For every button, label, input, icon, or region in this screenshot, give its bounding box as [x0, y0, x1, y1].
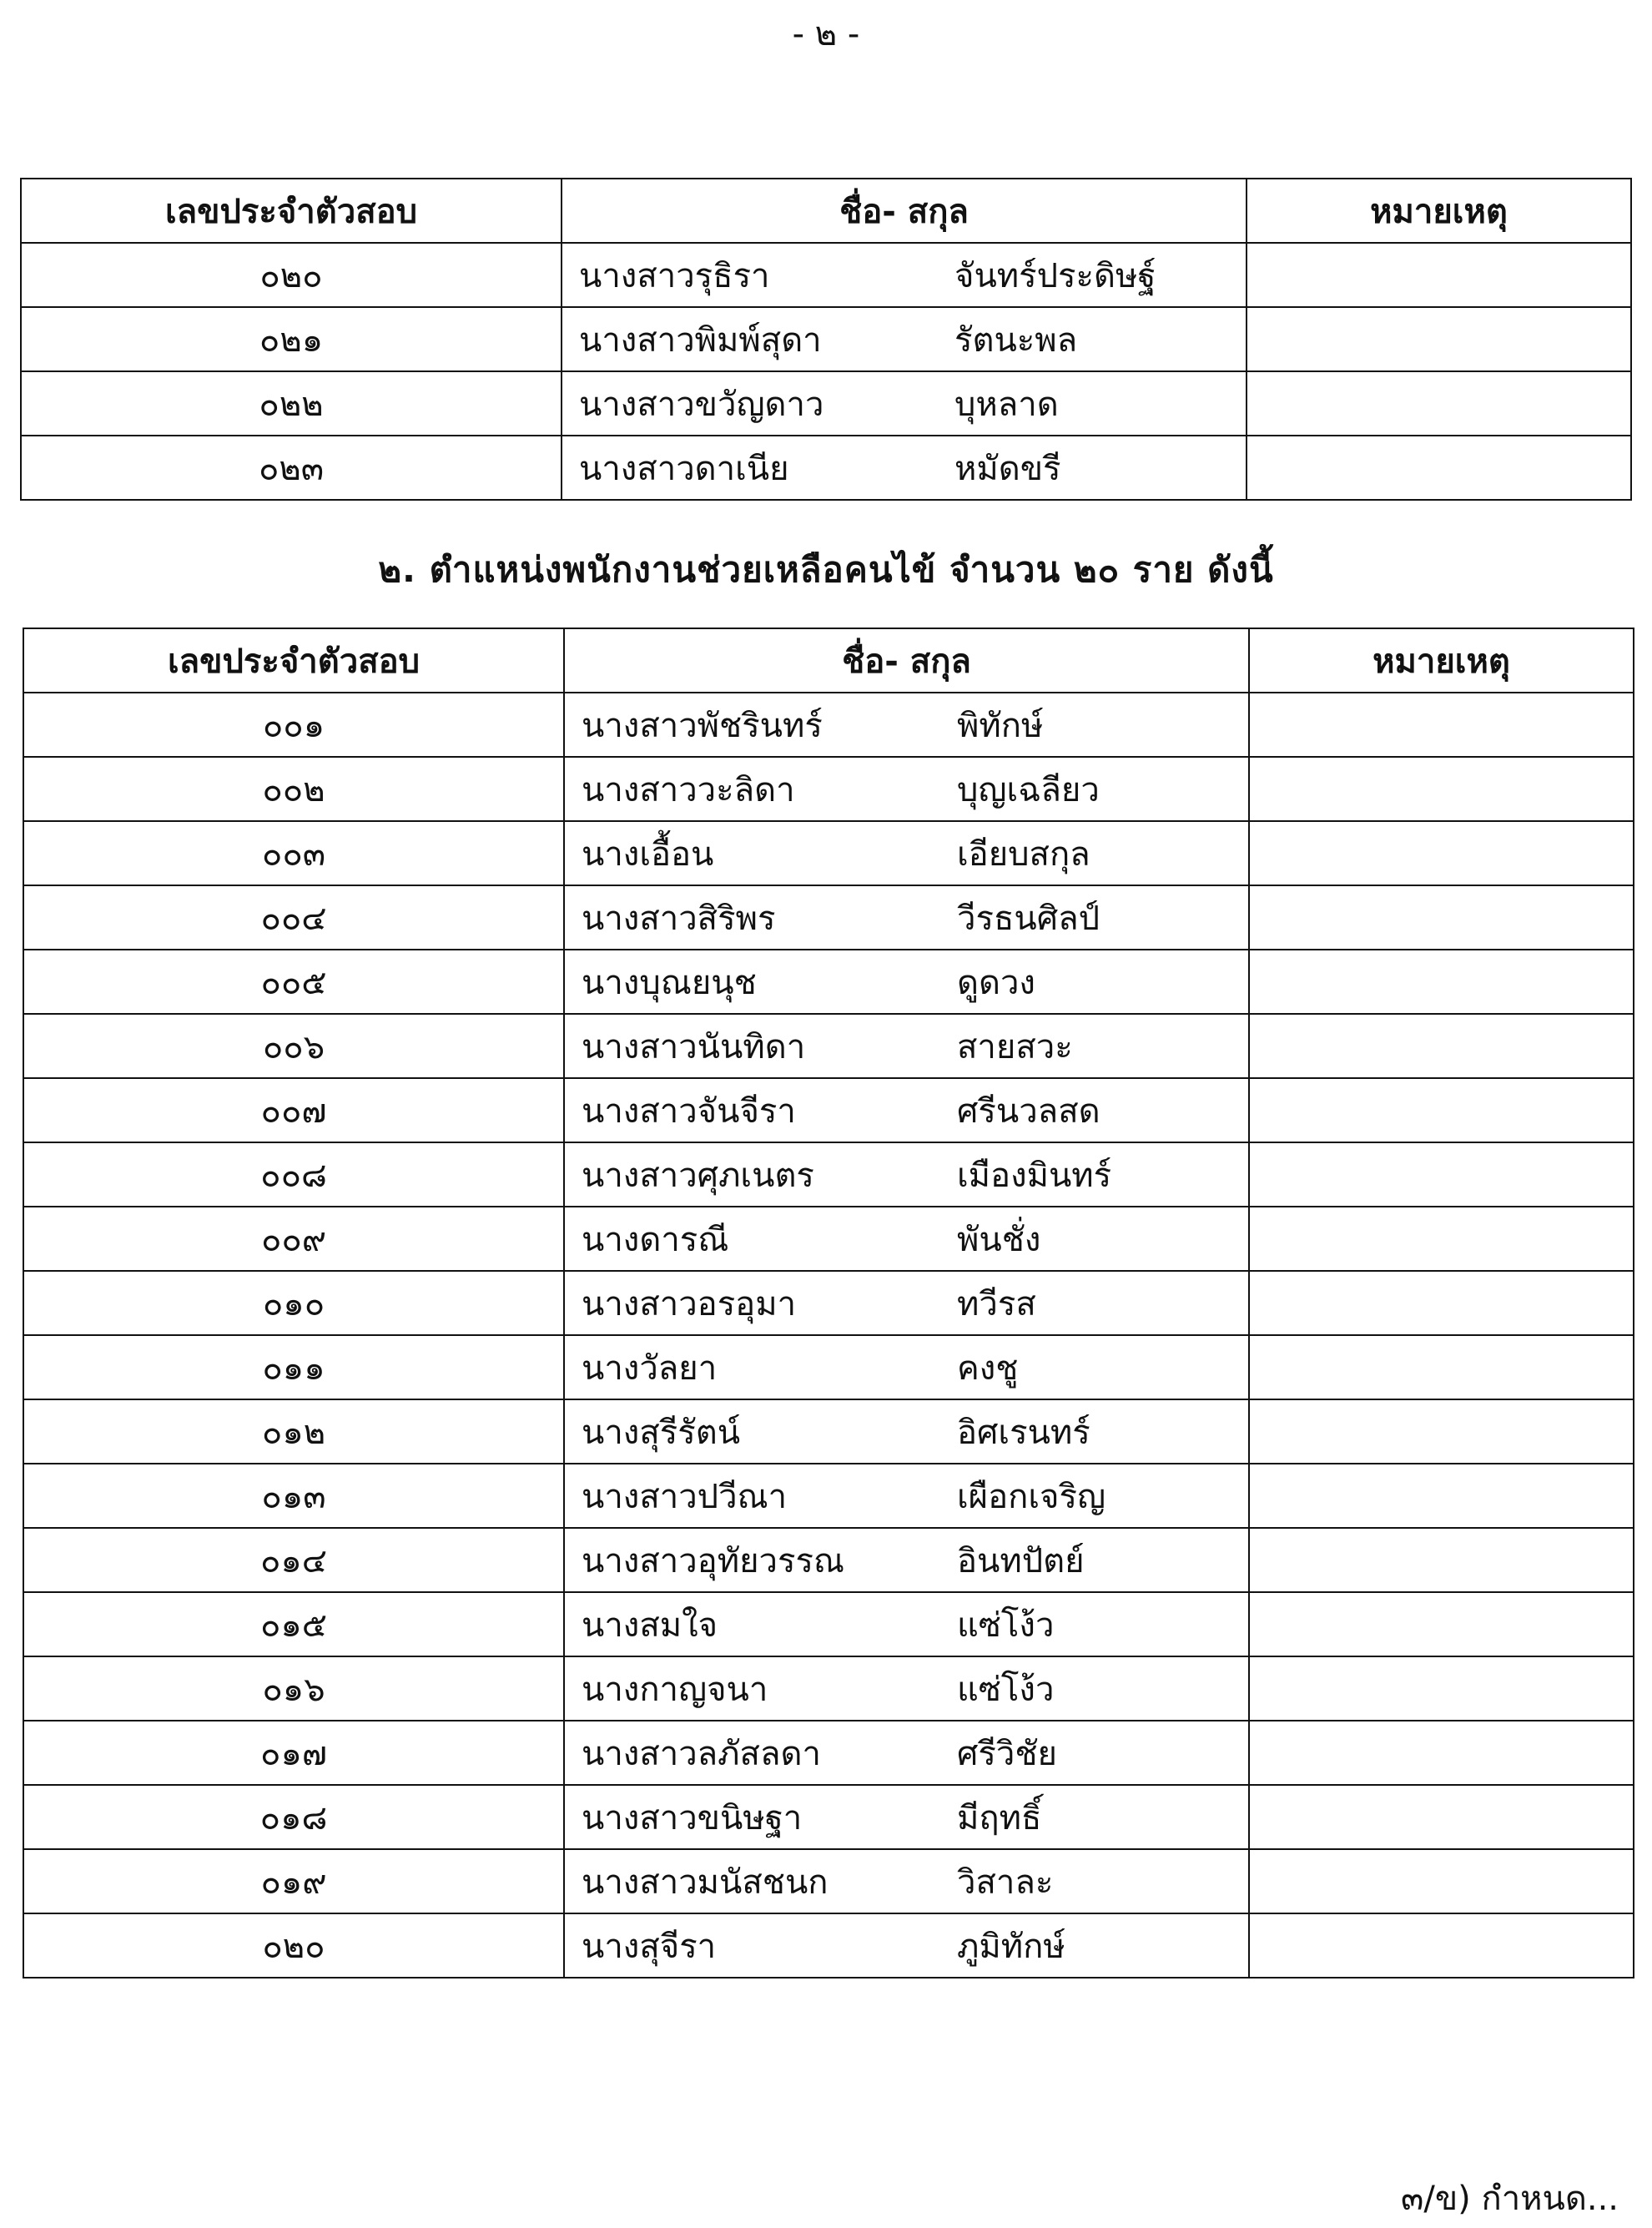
first-name: นางสาววะลิดา — [582, 770, 795, 809]
last-name: อินทปัตย์ — [957, 1541, 1085, 1580]
full-name-cell — [564, 1207, 1249, 1271]
exam-id-cell: ๐๑๕ — [23, 1592, 564, 1656]
note-cell — [1249, 1399, 1634, 1464]
first-name: นางเอื้อน — [582, 834, 714, 874]
first-name: นางสาวปวีณา — [582, 1477, 788, 1516]
table-row — [23, 1464, 1634, 1528]
table-row — [23, 1078, 1634, 1142]
note-cell — [1249, 1142, 1634, 1207]
last-name: พิทักษ์ — [957, 706, 1044, 745]
exam-id-cell: ๐๐๕ — [23, 950, 564, 1014]
last-name: มีฤทธิ์ — [957, 1798, 1042, 1837]
first-name: นางดารณี — [582, 1220, 729, 1259]
exam-id-cell: ๐๑๒ — [23, 1399, 564, 1464]
table-body — [21, 243, 1631, 500]
exam-id-cell: ๐๑๗ — [23, 1721, 564, 1785]
full-name-cell — [564, 1849, 1249, 1913]
note-cell — [1249, 821, 1634, 885]
header-note: หมายเหตุ — [1249, 628, 1634, 693]
exam-id-cell: ๐๒๑ — [21, 307, 562, 371]
first-name: นางสุรีรัตน์ — [582, 1413, 741, 1452]
candidate-table-1 — [20, 178, 1632, 501]
full-name-cell — [564, 1528, 1249, 1592]
full-name-cell — [564, 821, 1249, 885]
last-name: พันชั่ง — [957, 1220, 1041, 1259]
header-exam-id: เลขประจำตัวสอบ — [21, 179, 562, 243]
table-row — [23, 1785, 1634, 1849]
full-name-cell — [564, 1078, 1249, 1142]
table-row — [23, 1656, 1634, 1721]
table-row — [23, 1399, 1634, 1464]
last-name: บุหลาด — [954, 385, 1059, 424]
first-name: นางสาวมนัสชนก — [582, 1863, 829, 1902]
full-name-cell — [564, 1014, 1249, 1078]
full-name-cell — [564, 1142, 1249, 1207]
full-name-cell — [564, 1464, 1249, 1528]
exam-id-cell: ๐๐๗ — [23, 1078, 564, 1142]
last-name: รัตนะพล — [954, 320, 1078, 360]
first-name: นางสาวจันจีรา — [582, 1091, 796, 1131]
note-cell — [1249, 1335, 1634, 1399]
note-cell — [1249, 1592, 1634, 1656]
last-name: หมัดขรี — [954, 449, 1061, 488]
last-name: ศรีวิชัย — [957, 1734, 1057, 1773]
exam-id-cell: ๐๑๘ — [23, 1785, 564, 1849]
table-body — [23, 693, 1634, 1978]
full-name-cell — [564, 757, 1249, 821]
first-name: นางกาญจนา — [582, 1670, 768, 1709]
table-header-row — [21, 179, 1631, 243]
note-cell — [1249, 1464, 1634, 1528]
first-name: นางสาวขวัญดาว — [579, 385, 824, 424]
note-cell — [1249, 1207, 1634, 1271]
exam-id-cell: ๐๐๑ — [23, 693, 564, 757]
note-cell — [1249, 1913, 1634, 1978]
full-name-cell — [564, 1785, 1249, 1849]
full-name-cell — [564, 1271, 1249, 1335]
full-name-cell — [564, 885, 1249, 950]
last-name: ภูมิทักษ์ — [957, 1927, 1065, 1966]
note-cell — [1249, 885, 1634, 950]
full-name-cell — [564, 1656, 1249, 1721]
full-name-cell — [564, 1913, 1249, 1978]
note-cell — [1249, 1078, 1634, 1142]
full-name-cell — [564, 950, 1249, 1014]
first-name: นางสาวสิริพร — [582, 899, 776, 938]
full-name-cell — [564, 1721, 1249, 1785]
table-row — [23, 1528, 1634, 1592]
candidate-table-2 — [23, 628, 1634, 1978]
note-cell — [1247, 371, 1631, 436]
table-row — [23, 693, 1634, 757]
first-name: นางสาวลภัสลดา — [582, 1734, 821, 1773]
note-cell — [1247, 436, 1631, 500]
full-name-cell — [562, 243, 1247, 307]
note-cell — [1249, 693, 1634, 757]
first-name: นางสาวศุภเนตร — [582, 1156, 814, 1195]
continuation-note: ๓/ข) กำหนด... — [1401, 2180, 1619, 2218]
last-name: เผือกเจริญ — [957, 1477, 1106, 1516]
table-row — [23, 1721, 1634, 1785]
note-cell — [1249, 1656, 1634, 1721]
last-name: ดูดวง — [957, 963, 1035, 1002]
note-cell — [1249, 1528, 1634, 1592]
last-name: คงชู — [957, 1348, 1019, 1388]
table-row — [23, 757, 1634, 821]
table-row — [23, 1849, 1634, 1913]
note-cell — [1247, 243, 1631, 307]
first-name: นางสาวนันทิดา — [582, 1027, 806, 1066]
last-name: แซ่โง้ว — [957, 1605, 1055, 1645]
table-row — [23, 1913, 1634, 1978]
table-row — [21, 436, 1631, 500]
exam-id-cell: ๐๐๙ — [23, 1207, 564, 1271]
full-name-cell — [564, 1399, 1249, 1464]
first-name: นางบุณยนุช — [582, 963, 757, 1002]
header-full-name: ชื่อ- สกุล — [564, 628, 1249, 693]
exam-id-cell: ๐๒๒ — [21, 371, 562, 436]
last-name: แซ่โง้ว — [957, 1670, 1055, 1709]
exam-id-cell: ๐๑๔ — [23, 1528, 564, 1592]
exam-id-cell: ๐๐๖ — [23, 1014, 564, 1078]
exam-id-cell: ๐๐๔ — [23, 885, 564, 950]
first-name: นางสาวอุทัยวรรณ — [582, 1541, 845, 1580]
first-name: นางสาวดาเนีย — [579, 449, 789, 488]
note-cell — [1249, 1271, 1634, 1335]
last-name: วิสาละ — [957, 1863, 1054, 1902]
last-name: ศรีนวลสด — [957, 1091, 1100, 1131]
exam-id-cell: ๐๒๐ — [23, 1913, 564, 1978]
header-full-name: ชื่อ- สกุล — [562, 179, 1247, 243]
first-name: นางสาวพิมพ์สุดา — [579, 320, 822, 360]
first-name: นางสาวขนิษฐา — [582, 1798, 803, 1837]
table-row — [23, 1592, 1634, 1656]
exam-id-cell: ๐๑๖ — [23, 1656, 564, 1721]
page-number: - ๒ - — [792, 15, 860, 53]
exam-id-cell: ๐๑๐ — [23, 1271, 564, 1335]
table-row — [23, 1207, 1634, 1271]
first-name: นางสาวพัชรินทร์ — [582, 706, 823, 745]
full-name-cell — [564, 1335, 1249, 1399]
note-cell — [1249, 1014, 1634, 1078]
exam-id-cell: ๐๐๒ — [23, 757, 564, 821]
table-row — [23, 885, 1634, 950]
exam-id-cell: ๐๑๓ — [23, 1464, 564, 1528]
exam-id-cell: ๐๒๐ — [21, 243, 562, 307]
table-row — [23, 950, 1634, 1014]
first-name: นางสาวอรอุมา — [582, 1284, 797, 1323]
last-name: สายสวะ — [957, 1027, 1073, 1066]
table-row — [21, 371, 1631, 436]
last-name: เมืองมินทร์ — [957, 1156, 1112, 1195]
first-name: นางสุจีรา — [582, 1927, 717, 1966]
last-name: จันทร์ประดิษฐ์ — [954, 256, 1156, 295]
last-name: วีรธนศิลป์ — [957, 899, 1100, 938]
note-cell — [1249, 1785, 1634, 1849]
table-row — [21, 243, 1631, 307]
full-name-cell — [564, 1592, 1249, 1656]
note-cell — [1249, 1721, 1634, 1785]
note-cell — [1249, 950, 1634, 1014]
last-name: ทวีรส — [957, 1284, 1036, 1323]
last-name: บุญเฉลียว — [957, 770, 1100, 809]
last-name: เอียบสกุล — [957, 834, 1090, 874]
table-row — [21, 307, 1631, 371]
table-row — [23, 1142, 1634, 1207]
first-name: นางวัลยา — [582, 1348, 718, 1388]
exam-id-cell: ๐๒๓ — [21, 436, 562, 500]
header-note: หมายเหตุ — [1247, 179, 1631, 243]
section-heading: ๒. ตำแหน่งพนักงานช่วยเหลือคนไข้ จำนวน ๒๐ ราย ดังนี้ — [378, 549, 1274, 590]
exam-id-cell: ๐๐๓ — [23, 821, 564, 885]
exam-id-cell: ๐๐๘ — [23, 1142, 564, 1207]
note-cell — [1247, 307, 1631, 371]
header-exam-id: เลขประจำตัวสอบ — [23, 628, 564, 693]
full-name-cell — [564, 693, 1249, 757]
table-header-row — [23, 628, 1634, 693]
table-row — [23, 821, 1634, 885]
full-name-cell — [562, 371, 1247, 436]
note-cell — [1249, 757, 1634, 821]
first-name: นางสาวรุธิรา — [579, 256, 770, 295]
exam-id-cell: ๐๑๑ — [23, 1335, 564, 1399]
full-name-cell — [562, 307, 1247, 371]
exam-id-cell: ๐๑๙ — [23, 1849, 564, 1913]
first-name: นางสมใจ — [582, 1605, 718, 1645]
table-row — [23, 1014, 1634, 1078]
table-row — [23, 1271, 1634, 1335]
full-name-cell — [562, 436, 1247, 500]
last-name: อิศเรนทร์ — [957, 1413, 1090, 1452]
table-row — [23, 1335, 1634, 1399]
note-cell — [1249, 1849, 1634, 1913]
